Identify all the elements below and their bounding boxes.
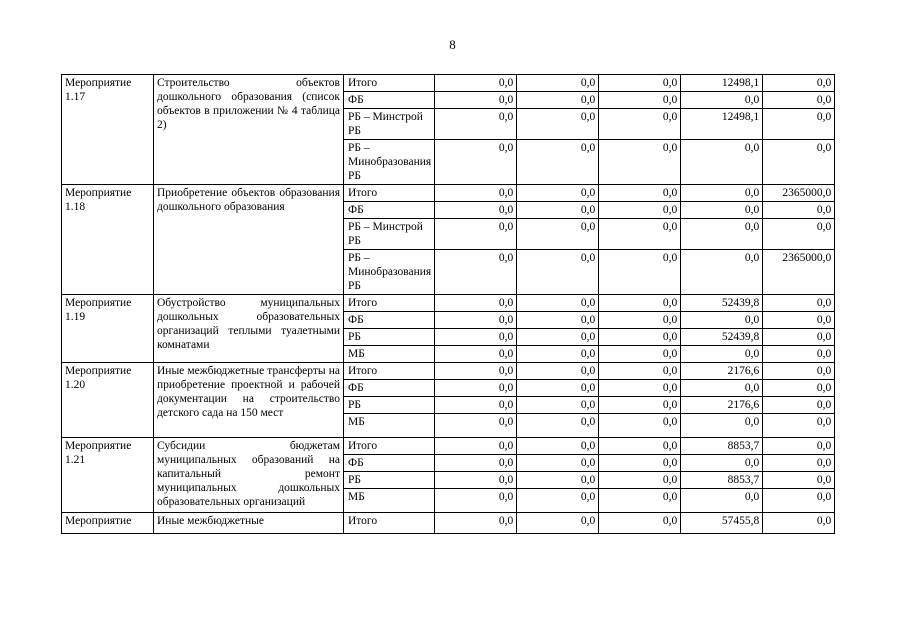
value-cell: 0,0 [435, 363, 517, 380]
value-cell: 0,0 [517, 346, 599, 363]
value-cell: 0,0 [599, 295, 681, 312]
value-cell: 0,0 [681, 414, 763, 438]
value-cell: 0,0 [517, 295, 599, 312]
value-cell: 0,0 [763, 109, 835, 140]
value-cell: 0,0 [763, 92, 835, 109]
value-cell: 0,0 [599, 380, 681, 397]
value-cell: 0,0 [763, 329, 835, 346]
value-cell: 0,0 [599, 219, 681, 250]
value-cell: 0,0 [517, 380, 599, 397]
value-cell: 0,0 [599, 185, 681, 202]
value-cell: 0,0 [435, 329, 517, 346]
value-cell: 0,0 [681, 455, 763, 472]
value-cell: 0,0 [435, 250, 517, 295]
funding-source-cell: РБ [344, 329, 435, 346]
value-cell: 0,0 [435, 397, 517, 414]
value-cell: 0,0 [763, 438, 835, 455]
page-number: 8 [449, 37, 456, 52]
value-cell: 0,0 [599, 438, 681, 455]
funding-source-cell: РБ [344, 397, 435, 414]
value-cell: 0,0 [435, 202, 517, 219]
description-cell: Иные межбюджетные трансферты на приобретение проектной и рабочей документации на строительство детского сада на 150 мест [154, 363, 344, 438]
value-cell: 12498,1 [681, 109, 763, 140]
value-cell: 0,0 [599, 472, 681, 489]
value-cell: 0,0 [763, 219, 835, 250]
description-cell: Обустройство муниципальных дошкольных образовательных организаций теплыми туалетными комнатами [154, 295, 344, 363]
value-cell: 0,0 [599, 312, 681, 329]
value-cell: 0,0 [435, 185, 517, 202]
value-cell: 0,0 [435, 414, 517, 438]
budget-table [61, 74, 835, 534]
value-cell: 0,0 [681, 312, 763, 329]
value-cell: 0,0 [681, 250, 763, 295]
funding-source-cell: ФБ [344, 455, 435, 472]
funding-source-cell: Итого [344, 513, 435, 534]
value-cell: 0,0 [599, 329, 681, 346]
value-cell: 0,0 [517, 455, 599, 472]
value-cell: 0,0 [435, 346, 517, 363]
value-cell: 0,0 [681, 489, 763, 513]
value-cell: 0,0 [763, 140, 835, 185]
value-cell: 0,0 [599, 489, 681, 513]
table-row [62, 513, 835, 534]
funding-source-cell: ФБ [344, 92, 435, 109]
value-cell: 0,0 [763, 397, 835, 414]
value-cell: 0,0 [599, 202, 681, 219]
measure-cell: Мероприятие 1.21 [62, 438, 154, 513]
value-cell: 2365000,0 [763, 250, 835, 295]
table-row [62, 75, 835, 92]
table-row [62, 363, 835, 380]
value-cell: 0,0 [517, 185, 599, 202]
value-cell: 0,0 [681, 185, 763, 202]
funding-source-cell: Итого [344, 438, 435, 455]
value-cell: 0,0 [763, 202, 835, 219]
value-cell: 0,0 [681, 380, 763, 397]
value-cell: 57455,8 [681, 513, 763, 534]
description-cell: Субсидии бюджетам муниципальных образований на капитальный ремонт муниципальных дошкольных образовательных организаций [154, 438, 344, 513]
funding-source-cell: РБ [344, 472, 435, 489]
value-cell: 52439,8 [681, 295, 763, 312]
value-cell: 0,0 [435, 380, 517, 397]
funding-source-cell: РБ – Минобразования РБ [344, 140, 435, 185]
measure-cell: Мероприятие 1.19 [62, 295, 154, 363]
value-cell: 0,0 [599, 140, 681, 185]
table-row [62, 185, 835, 202]
funding-source-cell: ФБ [344, 202, 435, 219]
value-cell: 0,0 [763, 380, 835, 397]
value-cell: 0,0 [599, 75, 681, 92]
value-cell: 0,0 [517, 489, 599, 513]
funding-source-cell: Итого [344, 295, 435, 312]
value-cell: 0,0 [599, 92, 681, 109]
funding-source-cell: РБ – Минстрой РБ [344, 219, 435, 250]
value-cell: 0,0 [599, 363, 681, 380]
value-cell: 0,0 [435, 219, 517, 250]
description-cell: Строительство объектов дошкольного образования (список объектов в приложении № 4 таблица 2) [154, 75, 344, 185]
value-cell: 0,0 [517, 513, 599, 534]
value-cell: 0,0 [517, 397, 599, 414]
value-cell: 0,0 [599, 455, 681, 472]
value-cell: 0,0 [763, 455, 835, 472]
value-cell: 2365000,0 [763, 185, 835, 202]
value-cell: 0,0 [763, 414, 835, 438]
value-cell: 0,0 [435, 75, 517, 92]
value-cell: 0,0 [763, 346, 835, 363]
value-cell: 0,0 [517, 250, 599, 295]
value-cell: 0,0 [681, 346, 763, 363]
funding-source-cell: ФБ [344, 380, 435, 397]
measure-cell: Мероприятие 1.17 [62, 75, 154, 185]
value-cell: 0,0 [517, 92, 599, 109]
value-cell: 0,0 [435, 513, 517, 534]
value-cell: 52439,8 [681, 329, 763, 346]
value-cell: 0,0 [435, 489, 517, 513]
value-cell: 2176,6 [681, 397, 763, 414]
value-cell: 0,0 [517, 202, 599, 219]
funding-source-cell: ФБ [344, 312, 435, 329]
value-cell: 0,0 [763, 295, 835, 312]
value-cell: 0,0 [435, 109, 517, 140]
description-cell: Иные межбюджетные [154, 513, 344, 534]
value-cell: 0,0 [763, 489, 835, 513]
value-cell: 0,0 [517, 75, 599, 92]
value-cell: 0,0 [517, 312, 599, 329]
funding-source-cell: РБ – Минобразования РБ [344, 250, 435, 295]
value-cell: 0,0 [517, 219, 599, 250]
value-cell: 0,0 [763, 513, 835, 534]
funding-source-cell: Итого [344, 185, 435, 202]
value-cell: 0,0 [599, 513, 681, 534]
value-cell: 8853,7 [681, 472, 763, 489]
value-cell: 0,0 [517, 414, 599, 438]
value-cell: 8853,7 [681, 438, 763, 455]
value-cell: 0,0 [763, 75, 835, 92]
value-cell: 0,0 [763, 363, 835, 380]
value-cell: 0,0 [681, 202, 763, 219]
funding-source-cell: РБ – Минстрой РБ [344, 109, 435, 140]
value-cell: 0,0 [763, 312, 835, 329]
value-cell: 0,0 [435, 140, 517, 185]
value-cell: 0,0 [435, 295, 517, 312]
table-row [62, 438, 835, 455]
funding-source-cell: Итого [344, 75, 435, 92]
funding-source-cell: МБ [344, 489, 435, 513]
funding-source-cell: Итого [344, 363, 435, 380]
value-cell: 0,0 [599, 397, 681, 414]
value-cell: 0,0 [517, 109, 599, 140]
value-cell: 2176,6 [681, 363, 763, 380]
table-row [62, 295, 835, 312]
measure-cell: Мероприятие [62, 513, 154, 534]
value-cell: 0,0 [599, 250, 681, 295]
value-cell: 0,0 [681, 219, 763, 250]
measure-cell: Мероприятие 1.18 [62, 185, 154, 295]
value-cell: 12498,1 [681, 75, 763, 92]
value-cell: 0,0 [517, 140, 599, 185]
value-cell: 0,0 [435, 312, 517, 329]
value-cell: 0,0 [435, 455, 517, 472]
value-cell: 0,0 [763, 472, 835, 489]
funding-source-cell: МБ [344, 346, 435, 363]
value-cell: 0,0 [435, 472, 517, 489]
value-cell: 0,0 [435, 438, 517, 455]
value-cell: 0,0 [517, 438, 599, 455]
measure-cell: Мероприятие 1.20 [62, 363, 154, 438]
value-cell: 0,0 [517, 472, 599, 489]
value-cell: 0,0 [435, 92, 517, 109]
funding-source-cell: МБ [344, 414, 435, 438]
value-cell: 0,0 [517, 329, 599, 346]
value-cell: 0,0 [681, 140, 763, 185]
value-cell: 0,0 [599, 346, 681, 363]
value-cell: 0,0 [599, 109, 681, 140]
description-cell: Приобретение объектов образования дошкольного образования [154, 185, 344, 295]
value-cell: 0,0 [599, 414, 681, 438]
value-cell: 0,0 [517, 363, 599, 380]
value-cell: 0,0 [681, 92, 763, 109]
